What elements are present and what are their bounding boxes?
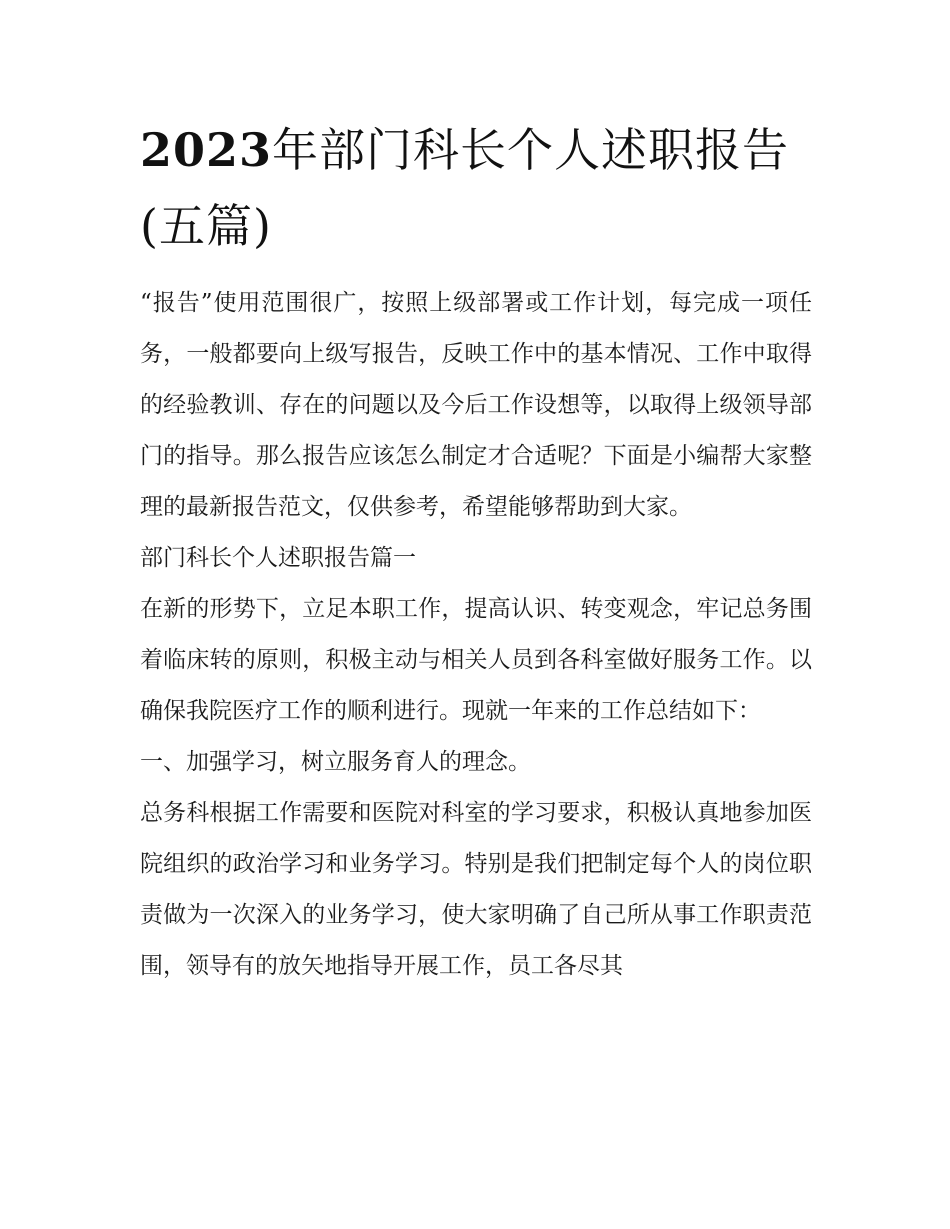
title-year: 2023: [140, 123, 273, 177]
body-paragraph: 总务科根据工作需要和医院对科室的学习要求，积极认真地参加医院组织的政治学习和业务学习。特别是我们把制定每个人的岗位职责做为一次深入的业务学习，使大家明确了自己所从事工作职责范围，领导有的放矢地指导开展工作，员工各尽其: [140, 800, 812, 979]
title-text: 年部门科长个人述职报告(五篇): [140, 123, 790, 253]
section-heading: 部门科长个人述职报告篇一: [140, 545, 416, 571]
subsection-heading: 一、加强学习，树立服务育人的理念。: [140, 749, 531, 775]
body-paragraph: 在新的形势下，立足本职工作，提高认识、转变观念，牢记总务围着临床转的原则，积极主动与相关人员到各科室做好服务工作。以确保我院医疗工作的顺利进行。现就一年来的工作总结如下：: [140, 596, 812, 724]
document-title: [140, 112, 812, 264]
document-page: [140, 112, 812, 992]
intro-paragraph: “报告”使用范围很广，按照上级部署或工作计划，每完成一项任务，一般都要向上级写报告，反映工作中的基本情况、工作中取得的经验教训、存在的问题以及今后工作设想等，以取得上级领导部门的指导。那么报告应该怎么制定才合适呢？下面是小编帮大家整理的最新报告范文，仅供参考，希望能够帮助到大家。: [140, 290, 812, 520]
